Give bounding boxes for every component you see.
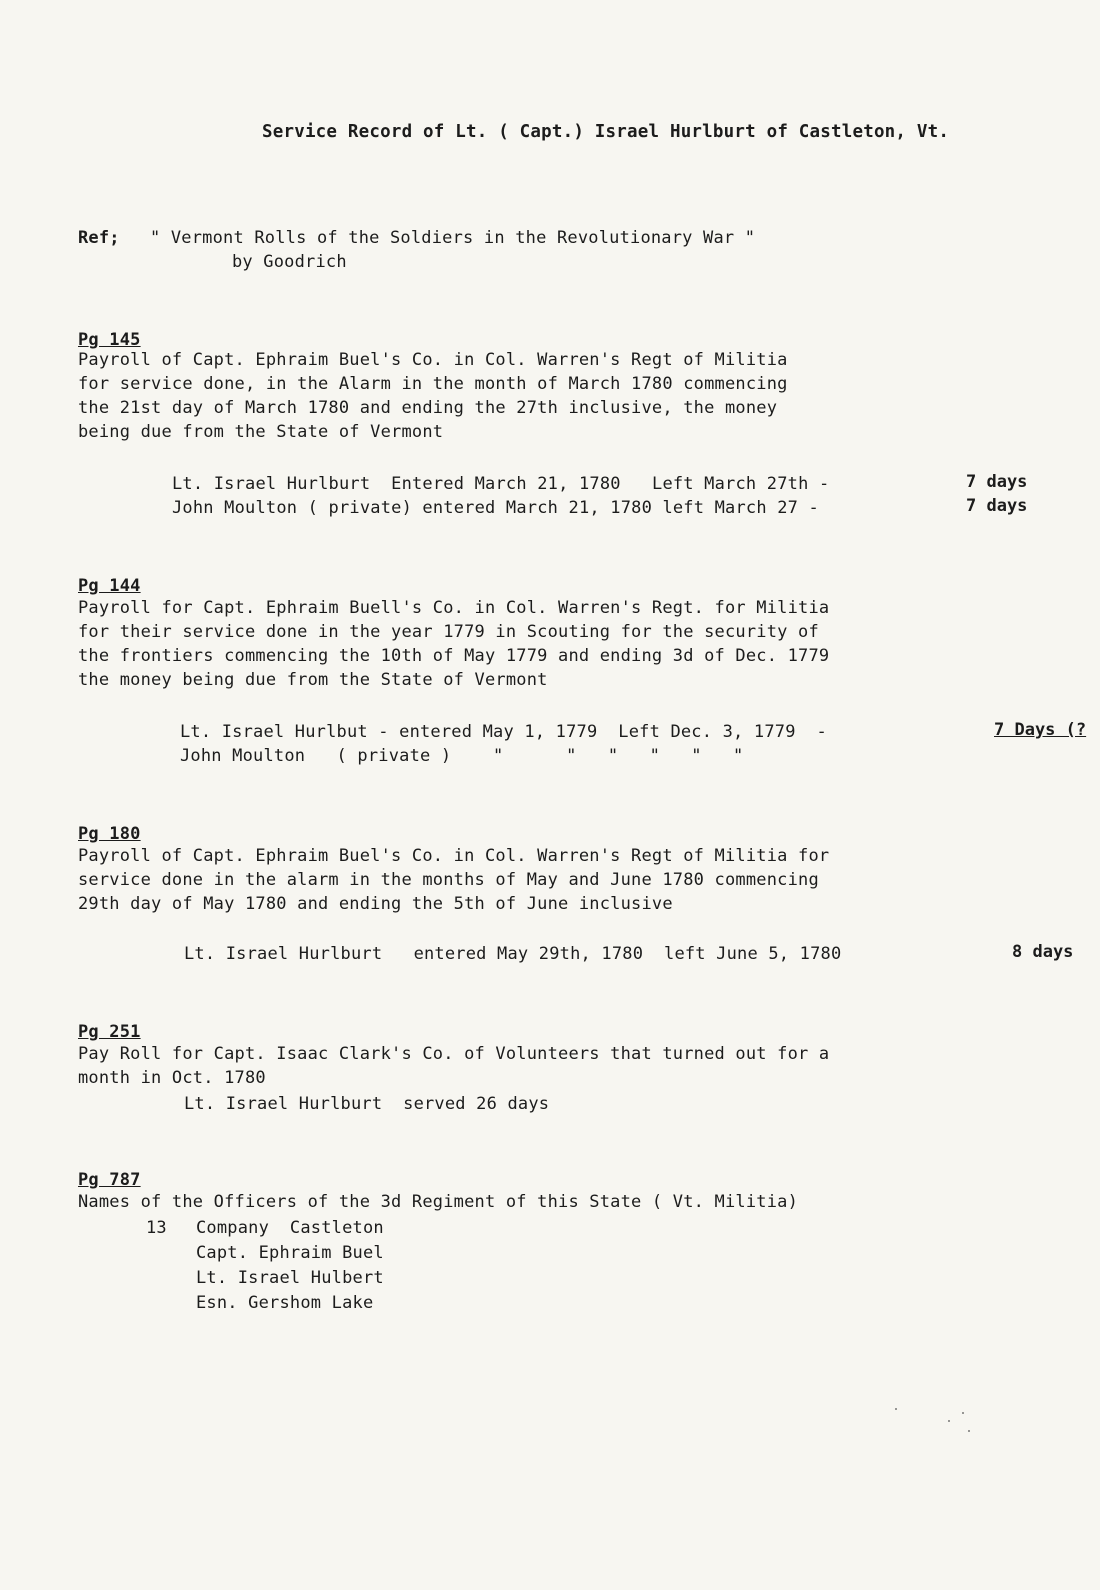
entry-days: 7 days [966, 472, 1028, 492]
entry-line: Lt. Israel Hurlburt served 26 days [184, 1094, 550, 1114]
officer-line: Esn. Gershom Lake [196, 1293, 374, 1313]
section-text-line: Pay Roll for Capt. Isaac Clark's Co. of Volunteers that turned out for a [78, 1044, 830, 1064]
ref-line-2: by Goodrich [232, 252, 347, 272]
entry-line: Lt. Israel Hurlbut - entered May 1, 1779 Left Dec. 3, 1779 - [180, 722, 827, 742]
section-text-line: 29th day of May 1780 and ending the 5th of June inclusive [78, 894, 673, 914]
section-text-line: service done in the alarm in the months of May and June 1780 commencing [78, 870, 819, 890]
section-page-ref: Pg 787 [78, 1170, 141, 1190]
section-page-ref: Pg 145 [78, 330, 141, 350]
section-page-ref: Pg 180 [78, 824, 141, 844]
entry-line: John Moulton ( private) entered March 21, 1780 left March 27 - [172, 498, 819, 518]
section-text-line: for their service done in the year 1779 in Scouting for the security of [78, 622, 819, 642]
company-number: 13 [146, 1218, 167, 1238]
officer-line: Company Castleton [196, 1218, 384, 1238]
document-title: Service Record of Lt. ( Capt.) Israel Hurlburt of Castleton, Vt. [262, 122, 950, 142]
ref-line-1: " Vermont Rolls of the Soldiers in the Revolutionary War " [150, 228, 756, 248]
entry-days: 7 days [966, 496, 1028, 516]
section-text-line: the money being due from the State of Vermont [78, 670, 548, 690]
ref-label: Ref; [78, 228, 120, 248]
section-text-line: Payroll of Capt. Ephraim Buel's Co. in Col. Warren's Regt of Militia for [78, 846, 830, 866]
section-text-line: the frontiers commencing the 10th of May 1779 and ending 3d of Dec. 1779 [78, 646, 830, 666]
entry-line: Lt. Israel Hurlburt Entered March 21, 1780 Left March 27th - [172, 474, 830, 494]
officer-line: Capt. Ephraim Buel [196, 1243, 384, 1263]
entry-line: John Moulton ( private ) " " " " " " [180, 746, 744, 766]
section-text-line: being due from the State of Vermont [78, 422, 444, 442]
section-text-line: month in Oct. 1780 [78, 1068, 266, 1088]
section-text-line: Payroll of Capt. Ephraim Buel's Co. in Col. Warren's Regt of Militia [78, 350, 788, 370]
section-text-line: for service done, in the Alarm in the month of March 1780 commencing [78, 374, 788, 394]
entry-line: Lt. Israel Hurlburt entered May 29th, 1780 left June 5, 1780 [184, 944, 842, 964]
officer-line: Lt. Israel Hulbert [196, 1268, 384, 1288]
entry-days: 7 Days (? [994, 720, 1087, 740]
entry-days: 8 days [1012, 942, 1074, 962]
section-text-line: the 21st day of March 1780 and ending the 27th inclusive, the money [78, 398, 778, 418]
section-page-ref: Pg 251 [78, 1022, 141, 1042]
section-page-ref: Pg 144 [78, 576, 141, 596]
section-text-line: Payroll for Capt. Ephraim Buell's Co. in Col. Warren's Regt. for Militia [78, 598, 830, 618]
section-text-line: Names of the Officers of the 3d Regiment of this State ( Vt. Militia) [78, 1192, 799, 1212]
